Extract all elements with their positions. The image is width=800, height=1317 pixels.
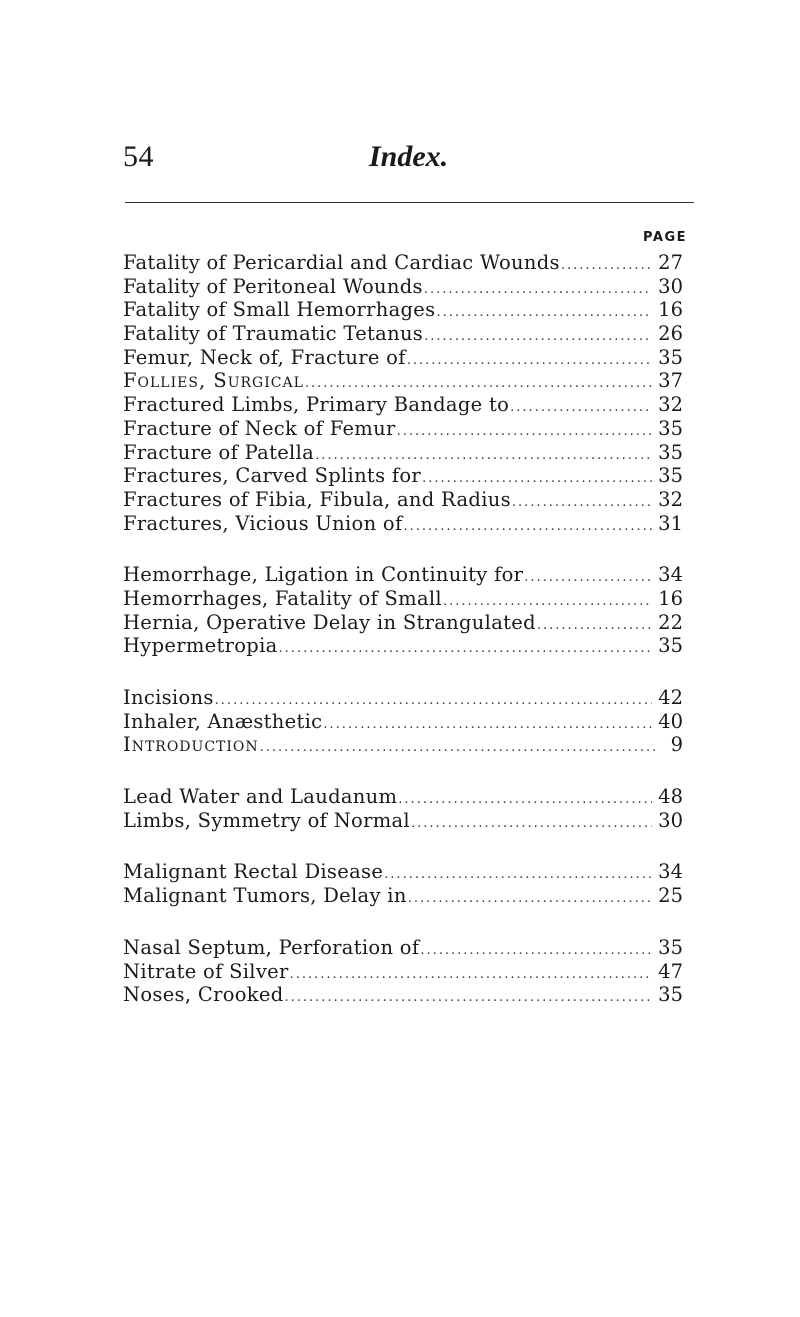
dot-leader <box>403 515 652 536</box>
dot-leader <box>397 420 653 441</box>
entry-term: Fractures, Vicious Union of <box>123 511 403 535</box>
entry-term: Fracture of Patella <box>123 440 315 464</box>
index-entry <box>123 251 683 275</box>
entry-term: Nitrate of Silver <box>123 959 289 983</box>
index-entry <box>123 298 683 322</box>
dot-leader <box>384 863 652 884</box>
entry-term: Fatality of Small Hemorrhages <box>123 298 436 322</box>
index-group-f <box>123 251 683 535</box>
dot-leader <box>411 812 652 833</box>
entry-term: Introduction <box>123 733 259 757</box>
entry-page: 16 <box>658 586 683 610</box>
index-entry <box>123 686 683 710</box>
dot-leader <box>260 736 657 757</box>
index-entry <box>123 960 683 984</box>
entry-page: 9 <box>670 733 683 757</box>
entry-page: 35 <box>658 416 683 440</box>
index-entry <box>123 634 683 658</box>
entry-term: Malignant Tumors, Delay in <box>123 884 407 908</box>
entry-term: Fractures of Fibia, Fibula, and Radius <box>123 487 511 511</box>
entry-page: 35 <box>658 345 683 369</box>
dot-leader <box>215 689 653 710</box>
entry-page: 31 <box>658 511 683 535</box>
dot-leader <box>279 637 653 658</box>
dot-leader <box>524 566 652 587</box>
dot-leader <box>510 396 652 417</box>
entry-term: Incisions <box>123 686 214 709</box>
dot-leader <box>422 467 652 488</box>
entry-page: 30 <box>658 274 683 298</box>
dot-leader <box>512 491 652 512</box>
index-group-h <box>123 563 683 658</box>
entry-page: 48 <box>658 785 683 809</box>
entry-page: 25 <box>658 884 683 908</box>
entry-term: Fatality of Peritoneal Wounds <box>123 274 423 298</box>
index-entry <box>123 611 683 635</box>
entry-term: Hernia, Operative Delay in Strangulated <box>123 610 536 634</box>
entry-term: Noses, Crooked <box>123 983 284 1007</box>
dot-leader <box>424 325 652 346</box>
dot-leader <box>305 372 652 393</box>
index-entry <box>123 275 683 299</box>
entry-page: 35 <box>658 983 683 1007</box>
entry-page: 34 <box>658 563 683 587</box>
index-entry <box>123 733 683 757</box>
entry-term: Follies, Surgical <box>123 369 304 393</box>
index-entry <box>123 346 683 370</box>
dot-leader <box>443 590 652 611</box>
index-group-l <box>123 785 683 832</box>
index-entry <box>123 884 683 908</box>
entry-term: Lead Water and Laudanum <box>123 785 398 809</box>
dot-leader <box>420 939 652 960</box>
dot-leader <box>436 301 652 322</box>
dot-leader <box>407 349 652 370</box>
entry-page: 47 <box>658 959 683 983</box>
entry-term: Fractures, Carved Splints for <box>123 464 422 488</box>
entry-term: Hypermetropia <box>123 634 278 658</box>
entry-page: 35 <box>658 634 683 658</box>
page-header <box>123 140 693 180</box>
entry-term: Nasal Septum, Perforation of <box>123 935 420 959</box>
dot-leader <box>323 713 652 734</box>
entry-page: 35 <box>658 464 683 488</box>
entry-page: 16 <box>658 298 683 322</box>
dot-leader <box>285 986 653 1007</box>
index-group-n <box>123 936 683 1007</box>
index-entry <box>123 488 683 512</box>
entry-page: 32 <box>658 487 683 511</box>
entry-page: 32 <box>658 393 683 417</box>
index-entry <box>123 563 683 587</box>
index-entry <box>123 785 683 809</box>
entry-term: Fatality of Pericardial and Cardiac Wounds <box>123 251 560 274</box>
index-entry <box>123 809 683 833</box>
dot-leader <box>315 444 652 465</box>
entry-term: Hemorrhages, Fatality of Small <box>123 586 442 610</box>
index-entry <box>123 710 683 734</box>
entry-term: Fractured Limbs, Primary Bandage to <box>123 393 510 417</box>
dot-leader <box>398 788 652 809</box>
index-entry <box>123 983 683 1007</box>
index-entry <box>123 322 683 346</box>
running-title: Index. <box>369 140 449 173</box>
entry-term: Hemorrhage, Ligation in Continuity for <box>123 563 524 587</box>
index-group-m <box>123 860 683 907</box>
index-entry <box>123 393 683 417</box>
index-entry <box>123 369 683 393</box>
entry-page: 22 <box>658 610 683 634</box>
page-column-label: PAGE <box>643 230 687 245</box>
index-entry <box>123 417 683 441</box>
entry-term: Fatality of Traumatic Tetanus <box>123 322 424 346</box>
index-entry <box>123 512 683 536</box>
index-entry <box>123 441 683 465</box>
index-list <box>123 251 683 1035</box>
dot-leader <box>561 254 652 275</box>
entry-page: 26 <box>658 322 683 346</box>
entry-term: Limbs, Symmetry of Normal <box>123 808 410 832</box>
header-rule <box>125 202 694 203</box>
entry-page: 30 <box>658 808 683 832</box>
index-entry <box>123 936 683 960</box>
dot-leader <box>408 887 652 908</box>
entry-page: 40 <box>658 709 683 733</box>
dot-leader <box>424 278 652 299</box>
entry-page: 37 <box>658 369 683 393</box>
entry-page: 27 <box>658 251 683 274</box>
dot-leader <box>290 963 653 984</box>
index-entry <box>123 464 683 488</box>
entry-term: Fracture of Neck of Femur <box>123 416 396 440</box>
entry-term: Malignant Rectal Disease <box>123 860 384 884</box>
dot-leader <box>537 614 652 635</box>
entry-page: 42 <box>658 686 683 709</box>
entry-term: Femur, Neck of, Fracture of <box>123 345 406 369</box>
entry-page: 35 <box>658 935 683 959</box>
index-entry <box>123 860 683 884</box>
entry-term: Inhaler, Anæsthetic <box>123 709 323 733</box>
entry-page: 34 <box>658 860 683 884</box>
index-entry <box>123 587 683 611</box>
page-number: 54 <box>123 140 154 173</box>
index-group-i <box>123 686 683 757</box>
entry-page: 35 <box>658 440 683 464</box>
